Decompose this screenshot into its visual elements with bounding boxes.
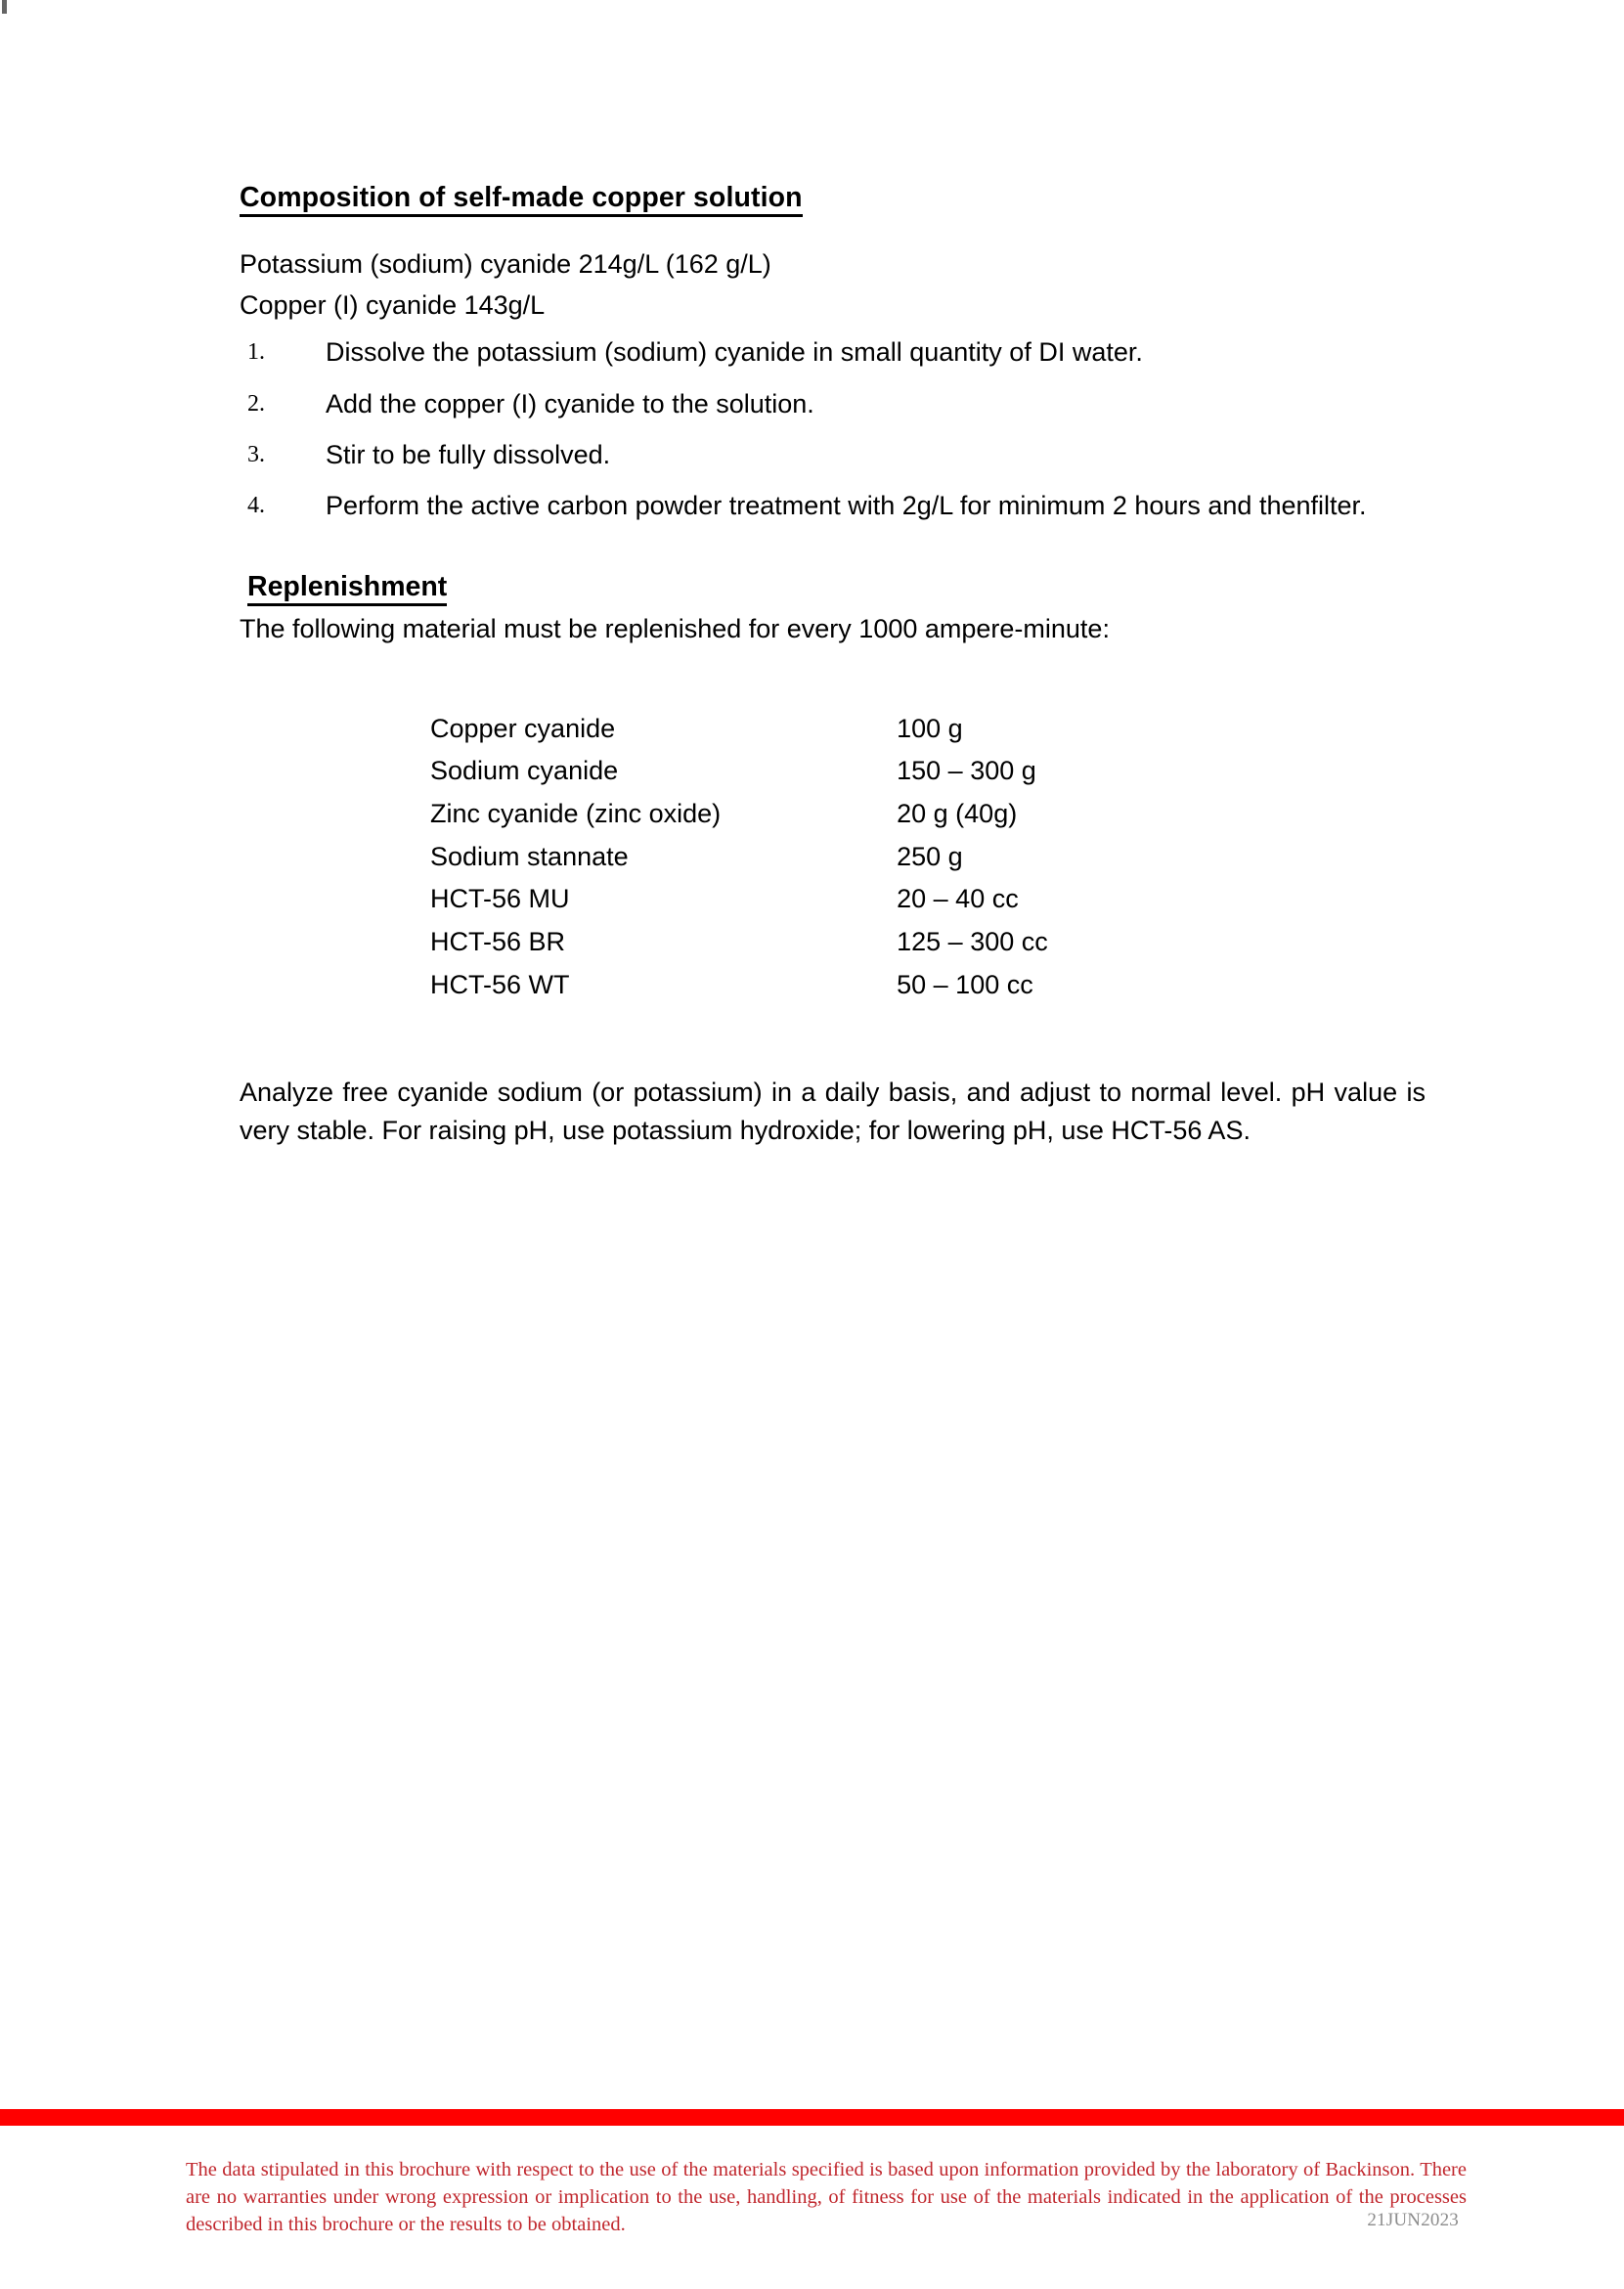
page-title-text: Composition of self-made copper solution	[240, 182, 803, 217]
material-name: Zinc cyanide (zinc oxide)	[430, 799, 722, 829]
page-footer	[186, 2156, 1467, 2238]
step-number: 1.	[247, 339, 265, 366]
heading-spacer	[240, 216, 1427, 245]
material-name: HCT-56 BR	[430, 927, 566, 957]
footer-disclaimer-text: The data stipulated in this brochure with respect to the use of the materials specified is based upon information provided by the laboratory of Backinson. There are no warranties under wrong expression or implication to the use, handling, of fitness for use of the materials indicated in the application of the processes described in this brochure or the results to be obtained.	[186, 2159, 1467, 2236]
list-item	[240, 385, 1427, 422]
step-number: 4.	[247, 493, 265, 519]
step-text: Add the copper (I) cyanide to the solution.	[326, 388, 814, 418]
material-name: Sodium stannate	[430, 841, 629, 871]
material-name: Copper cyanide	[430, 713, 616, 743]
step-number: 2.	[247, 390, 265, 417]
section-heading-replenishment	[247, 570, 1427, 603]
table-row	[430, 843, 1048, 886]
step-number: 3.	[247, 442, 265, 468]
section-heading-replenishment-text: Replenishment	[247, 571, 447, 606]
material-amount: 250 g	[897, 841, 963, 871]
composition-line-potassium-cyanide: Potassium (sodium) cyanide 214g/L (162 g/L)	[240, 248, 771, 279]
page-title	[240, 181, 1427, 216]
table-row	[430, 928, 1048, 971]
material-name: Sodium cyanide	[430, 756, 619, 786]
footer-date: 21JUN2023	[1367, 2210, 1459, 2230]
material-amount: 50 – 100 cc	[897, 969, 1033, 999]
list-item	[240, 487, 1427, 524]
material-amount: 20 – 40 cc	[897, 884, 1019, 914]
list-item	[240, 333, 1427, 371]
composition-lines	[240, 245, 1427, 325]
step-text: Stir to be fully dissolved.	[326, 440, 611, 470]
step-text: Perform the active carbon powder treatment with 2g/L for minimum 2 hours and thenfilter.	[326, 491, 1367, 521]
list-item	[240, 436, 1427, 473]
material-amount: 20 g (40g)	[897, 799, 1018, 829]
table-row	[430, 757, 1048, 800]
closing-paragraph: Analyze free cyanide sodium (or potassium) in a daily basis, and adjust to normal level. pH value is very stable. For raising pH, use potassium hydroxide; for lowering pH, use HCT-56 AS.	[240, 1078, 1426, 1145]
material-amount: 150 – 300 g	[897, 756, 1036, 786]
material-name: HCT-56 MU	[430, 884, 570, 914]
document-content	[240, 181, 1427, 1149]
material-amount: 100 g	[897, 713, 963, 743]
replenishment-intro-text: The following material must be replenished for every 1000 ampere-minute:	[240, 613, 1110, 643]
material-amount: 125 – 300 cc	[897, 927, 1048, 957]
table-row	[430, 885, 1048, 928]
composition-line-copper-cyanide: Copper (I) cyanide 143g/L	[240, 289, 546, 320]
table-row	[430, 800, 1048, 843]
material-name: HCT-56 WT	[430, 969, 570, 999]
table-row	[430, 971, 1048, 1014]
table-row	[430, 715, 1048, 758]
step-text: Dissolve the potassium (sodium) cyanide in small quantity of DI water.	[326, 337, 1143, 368]
replenishment-table	[430, 715, 1048, 1014]
procedure-steps-list	[240, 333, 1427, 524]
footer-divider-rule	[0, 2109, 1624, 2126]
